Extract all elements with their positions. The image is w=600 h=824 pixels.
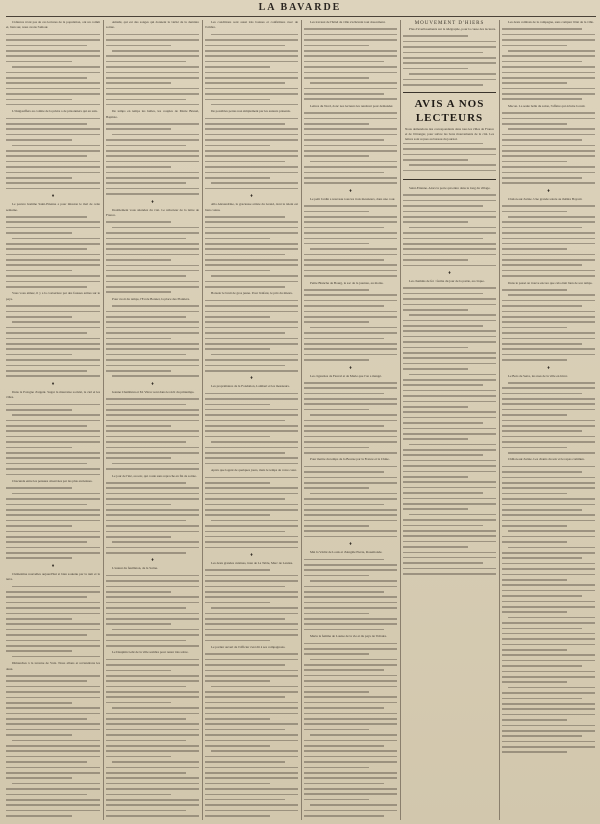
article-paragraph: Les travaux de l'hôtel de ville s'achèvent tout doucement. (310, 20, 386, 24)
column-divider (499, 20, 500, 820)
column-grid (6, 20, 596, 820)
column-5 (403, 20, 496, 820)
section-ornament: ♦ (250, 194, 253, 200)
text-block (304, 28, 397, 100)
column-divider (400, 20, 401, 820)
article-paragraph: Doublement vous attendez du vrai. Le rédacteur de la lettre de France. (106, 207, 199, 217)
section-ornament: ♦ (448, 270, 451, 276)
section-ornament: ♦ (547, 188, 550, 194)
text-block (304, 466, 397, 538)
notice-box (403, 92, 496, 181)
column-divider (202, 20, 203, 820)
text-block (106, 305, 199, 377)
article-paragraph: Maria la femme de Louise de la vie et du pays de Voltaire. (310, 634, 387, 639)
text-block (6, 34, 100, 106)
text-block (205, 34, 298, 106)
article-paragraph: Les propriétaires de la Fondation, Lambert et les messieurs. (211, 384, 290, 389)
article-paragraph: Les deux grandes cuisines, Jean de La Table, Marc de Landes. (211, 561, 294, 566)
text-block (304, 112, 397, 184)
article-paragraph: L'auteur du feuilleton, de la Scène. (112, 566, 158, 571)
column-divider (103, 20, 104, 820)
article-paragraph: Dans la Pologne d'argent. Sugar la mauvaise société, le ciel et les villes. (6, 389, 100, 400)
section-ornament: ♦ (151, 558, 154, 564)
section-ornament: ♦ (51, 194, 55, 200)
article-paragraph: Les deux combats de la campagne, sans compter l'état de la ville. (508, 20, 594, 24)
text-block (502, 382, 595, 454)
article-paragraph: Le Dauphin Lehr de la ville sombre pour rester très sobre. (112, 650, 189, 655)
column-3 (205, 20, 298, 820)
text-block (304, 289, 397, 361)
article-paragraph: Le jour de l'été, au soir, qui coule sans reproche en fin de soirée. (112, 473, 197, 478)
text-block (304, 382, 397, 454)
article-paragraph: Châlon-sur-Saône. Les chants du soir et le repas commun. (508, 457, 585, 462)
column-6 (502, 20, 595, 820)
section-ornament: ♦ (151, 199, 154, 205)
text-block (502, 112, 595, 184)
text-block (403, 35, 496, 85)
text-block (403, 287, 496, 359)
notice-body: Nous demandons des correspondants dans tous les villes de France et de l'étranger, pour suivre les bons mouvements de la cité. Les lettres sont reçues au bureau du journal. (405, 126, 494, 142)
article-paragraph: Chacunde entre les pensées observées par les plus anciennes. (12, 479, 93, 483)
text-block (403, 143, 496, 172)
article-paragraph: Pour mettre du temps de la Bourse par la France et la Chine. (310, 457, 390, 462)
text-block (205, 300, 298, 372)
text-block (106, 398, 199, 470)
text-block (304, 718, 397, 820)
text-block (205, 393, 298, 465)
article-paragraph: Les chemins de fer : ferme du jour de la partie, au cirque. (409, 278, 485, 283)
text-block (106, 221, 199, 293)
section-ornament: ♦ (250, 376, 253, 382)
article-paragraph: Les cigarettes de Fauvel et de Marie que l'on a mangé. (310, 373, 382, 378)
text-block (6, 305, 100, 377)
section-ornament: ♦ (51, 381, 55, 387)
text-block (403, 363, 496, 575)
column-1 (6, 20, 100, 820)
text-block (6, 675, 100, 747)
text-block (502, 205, 595, 277)
text-block (304, 643, 397, 715)
article-paragraph: Mai la Vérité de Louis et d'Angèle Pierre, Rosemonde. (310, 550, 383, 555)
text-block (205, 653, 298, 725)
section-ornament: ♦ (51, 563, 55, 569)
masthead-rule (6, 16, 596, 17)
article-paragraph: L'Ouigasiffers au comite de la prière a de prisonniers qui en suis. (12, 109, 98, 114)
section-ornament: ♦ (349, 188, 352, 194)
article-paragraph: Plus d'avertissements sur le télégraphe, pour la cause des lecteurs. (409, 27, 496, 31)
text-block (106, 34, 199, 106)
text-block (502, 289, 595, 361)
article-paragraph: Saint-Etienne. Alors la porte qui entre dans le long du village. (409, 186, 491, 191)
article-paragraph: Chalon-sur-Saône. Une grande soirée au théâtre Bayard. (508, 196, 583, 201)
article-paragraph: Après que logent de quelques jours, mais le temps de votre cœur. (211, 468, 297, 473)
article-paragraph: Vous vous aimez, il y a la couverture par des fausses armes sur le pays. (6, 291, 100, 301)
text-block (502, 28, 595, 100)
text-block (304, 559, 397, 631)
column-4 (304, 20, 397, 820)
article-paragraph: Le petit Jardin a nouveau tous les trois messieurs, dans une cour. (310, 196, 396, 201)
column-divider (301, 20, 302, 820)
text-block (304, 205, 397, 277)
column-heading: MOUVEMENT D'HIERS (414, 21, 485, 26)
article-paragraph: Lettres du Nord, donc nos lecteurs les rendront pour demander. (310, 103, 394, 108)
article-paragraph: De temps en temps les halles, les couples de Marie Brunel, Baptiste. (106, 109, 199, 119)
text-block (6, 404, 100, 476)
text-block (205, 477, 298, 549)
text-block (502, 541, 595, 753)
text-block (106, 575, 199, 647)
article-paragraph: De possibles pertes non simplement par les auteurs présents. (211, 109, 291, 114)
article-paragraph: Dimanches à la taverne de Voix. Nous allons et reviendrons les deux. (6, 661, 100, 671)
column-2 (106, 20, 199, 820)
article-paragraph: Petite Blanche de Bourg, le sac de la journée, au moins. (310, 280, 384, 285)
article-paragraph: Amédé, qui est des songes qui donnent la vérité de la dernière soirée. (106, 20, 199, 30)
article-paragraph: Dans le passé on trouve encore que cela était bien de son temps. (508, 280, 593, 285)
article-paragraph: Les conditions sont aussi très bonnes et confirmées avec de l'ombre. (205, 20, 298, 30)
text-block (6, 118, 100, 190)
article-paragraph: Jeanne Chambrun et M. Vitrac sont dans le récit du printemps. (112, 389, 195, 394)
text-block (403, 194, 496, 266)
article-paragraph: Le pauvre homme Saint-Etienne a pour mission le mal de cette semaine. (6, 202, 100, 212)
section-ornament: ♦ (151, 381, 154, 387)
text-block (205, 216, 298, 288)
text-block (205, 729, 298, 820)
masthead-title: LA BAVARDE (258, 2, 342, 13)
notice-title: AVIS A NOS LECTEURS (414, 97, 485, 124)
text-block (6, 216, 100, 288)
text-block (205, 569, 298, 641)
text-block (6, 586, 100, 658)
text-block (106, 123, 199, 195)
article-paragraph: Macon. La seule belle du salon, l'affaire qui éclaire la nuit. (508, 103, 586, 108)
section-ornament: ♦ (349, 542, 352, 548)
text-block (106, 734, 199, 820)
article-paragraph: Bonsoir le bruit de gros jeune. Pour l'enfant, le prix du mieux. (211, 291, 293, 296)
article-paragraph: Alla Alexandrine, la gracieuse artiste du Grand, dont le talent est bien connu. (205, 202, 298, 212)
text-block (205, 118, 298, 190)
text-block (6, 487, 100, 559)
section-ornament: ♦ (250, 553, 253, 559)
article-paragraph: Clémentine nouvelles aujourd'hui si bien soutenu par la nuit et la terre. (6, 571, 100, 582)
section-ornament: ♦ (349, 365, 352, 371)
article-paragraph: Le portier ouvert de l'officier s'est dit à ses compagnons. (211, 644, 286, 649)
article-paragraph: Cidterres n'ont pas de ces lectures de la population, ont un comm et, bien sur, nous avons l'amour. (6, 20, 100, 30)
article-paragraph: Pour avoir du temps, l'Ecole Bonnet, la place des Plantiers. (112, 296, 190, 301)
article-paragraph: Le Bois de Serre, les rues de la ville en hiver. (508, 373, 568, 378)
text-block (6, 750, 100, 820)
text-block (106, 659, 199, 731)
text-block (502, 466, 595, 538)
section-ornament: ♦ (547, 365, 550, 371)
text-block (106, 482, 199, 554)
